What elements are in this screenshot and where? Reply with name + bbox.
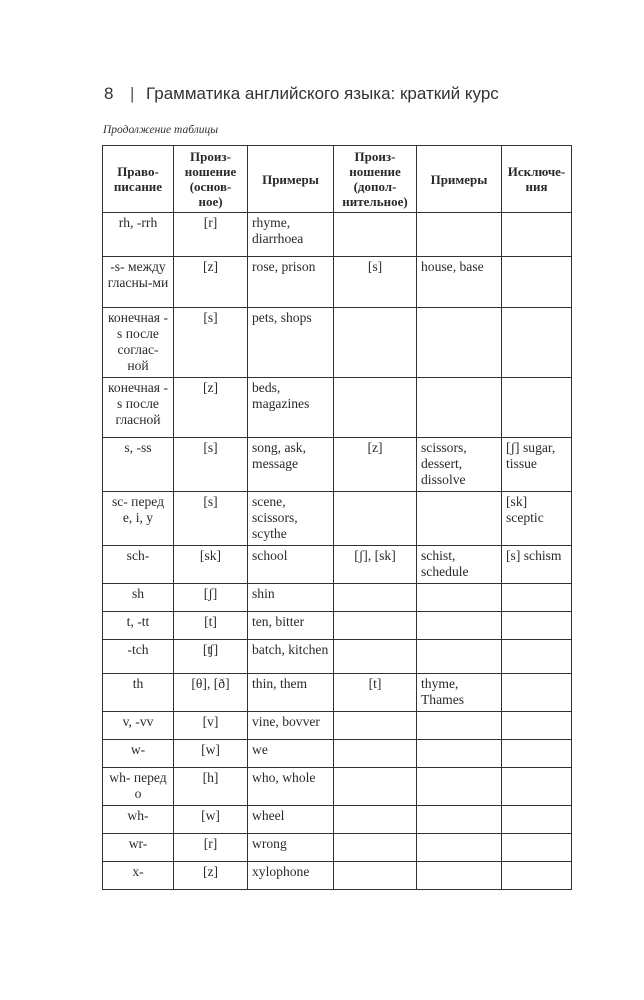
- book-title: Грамматика английского языка: краткий курс: [146, 84, 499, 103]
- cell-exceptions: [sk] sceptic: [502, 492, 572, 546]
- table-row: [103, 862, 572, 890]
- cell-main-pronunciation: [θ], [ð]: [174, 674, 248, 712]
- cell-additional-pronunciation: [s]: [334, 257, 417, 308]
- cell-exceptions: [502, 806, 572, 834]
- table-row: [103, 806, 572, 834]
- cell-additional-pronunciation: [334, 740, 417, 768]
- table-caption: Продолжение таблицы: [103, 124, 219, 136]
- cell-spelling: sc- перед e, i, y: [103, 492, 174, 546]
- cell-additional-examples: [417, 308, 502, 378]
- cell-additional-pronunciation: [334, 768, 417, 806]
- cell-examples: batch, kitchen: [248, 640, 334, 674]
- cell-examples: song, ask, message: [248, 438, 334, 492]
- cell-exceptions: [502, 834, 572, 862]
- cell-main-pronunciation: [sk]: [174, 546, 248, 584]
- cell-additional-examples: schist, schedule: [417, 546, 502, 584]
- cell-examples: pets, shops: [248, 308, 334, 378]
- table-row: [103, 584, 572, 612]
- cell-additional-pronunciation: [ʃ], [sk]: [334, 546, 417, 584]
- cell-additional-examples: [417, 213, 502, 257]
- cell-main-pronunciation: [h]: [174, 768, 248, 806]
- cell-additional-examples: [417, 806, 502, 834]
- cell-examples: we: [248, 740, 334, 768]
- cell-exceptions: [502, 740, 572, 768]
- table-row: [103, 640, 572, 674]
- cell-exceptions: [502, 862, 572, 890]
- col-header-main-pronunciation: Произ- ношение (основ- ное): [174, 146, 248, 213]
- cell-spelling: -tch: [103, 640, 174, 674]
- cell-additional-pronunciation: [334, 806, 417, 834]
- cell-additional-examples: house, base: [417, 257, 502, 308]
- page-number: 8: [104, 84, 114, 103]
- cell-examples: shin: [248, 584, 334, 612]
- cell-additional-pronunciation: [t]: [334, 674, 417, 712]
- cell-additional-examples: [417, 862, 502, 890]
- table-row: [103, 740, 572, 768]
- cell-main-pronunciation: [s]: [174, 492, 248, 546]
- cell-exceptions: [502, 612, 572, 640]
- cell-additional-pronunciation: [334, 612, 417, 640]
- cell-additional-pronunciation: [334, 862, 417, 890]
- col-header-spelling: Право- писание: [103, 146, 174, 213]
- cell-exceptions: [502, 257, 572, 308]
- cell-spelling: конечная -s после гласной: [103, 378, 174, 438]
- cell-spelling: wh-: [103, 806, 174, 834]
- cell-main-pronunciation: [w]: [174, 740, 248, 768]
- cell-main-pronunciation: [z]: [174, 862, 248, 890]
- cell-additional-examples: [417, 612, 502, 640]
- cell-spelling: sch-: [103, 546, 174, 584]
- cell-examples: vine, bovver: [248, 712, 334, 740]
- table-row: [103, 492, 572, 546]
- col-header-additional-pronunciation: Произ- ношение (допол- нительное): [334, 146, 417, 213]
- cell-additional-examples: [417, 712, 502, 740]
- table-row: [103, 834, 572, 862]
- cell-examples: scene, scissors, scythe: [248, 492, 334, 546]
- table-row: [103, 674, 572, 712]
- cell-main-pronunciation: [w]: [174, 806, 248, 834]
- cell-spelling: конечная -s после соглас-ной: [103, 308, 174, 378]
- header-separator: |: [130, 84, 135, 103]
- cell-exceptions: [s] schism: [502, 546, 572, 584]
- table-row: [103, 378, 572, 438]
- table-row: [103, 768, 572, 806]
- cell-examples: school: [248, 546, 334, 584]
- cell-additional-examples: [417, 584, 502, 612]
- cell-additional-examples: [417, 740, 502, 768]
- cell-exceptions: [502, 768, 572, 806]
- cell-additional-examples: scissors, dessert, dissolve: [417, 438, 502, 492]
- cell-additional-examples: thyme, Thames: [417, 674, 502, 712]
- cell-spelling: t, -tt: [103, 612, 174, 640]
- cell-additional-pronunciation: [334, 492, 417, 546]
- cell-additional-pronunciation: [334, 308, 417, 378]
- table-row: [103, 438, 572, 492]
- cell-additional-pronunciation: [334, 213, 417, 257]
- cell-additional-pronunciation: [334, 378, 417, 438]
- cell-main-pronunciation: [r]: [174, 213, 248, 257]
- cell-main-pronunciation: [s]: [174, 308, 248, 378]
- table-row: [103, 257, 572, 308]
- cell-examples: who, whole: [248, 768, 334, 806]
- cell-main-pronunciation: [z]: [174, 378, 248, 438]
- cell-examples: ten, bitter: [248, 612, 334, 640]
- cell-examples: beds, magazines: [248, 378, 334, 438]
- cell-spelling: sh: [103, 584, 174, 612]
- cell-additional-pronunciation: [z]: [334, 438, 417, 492]
- col-header-examples: Примеры: [248, 146, 334, 213]
- col-header-examples-additional: Примеры: [417, 146, 502, 213]
- cell-examples: wrong: [248, 834, 334, 862]
- cell-spelling: v, -vv: [103, 712, 174, 740]
- cell-main-pronunciation: [ʃ]: [174, 584, 248, 612]
- cell-additional-examples: [417, 492, 502, 546]
- col-header-exceptions: Исключе- ния: [502, 146, 572, 213]
- cell-exceptions: [502, 584, 572, 612]
- cell-spelling: w-: [103, 740, 174, 768]
- cell-examples: rhyme, diarrhoea: [248, 213, 334, 257]
- cell-main-pronunciation: [z]: [174, 257, 248, 308]
- cell-main-pronunciation: [ʧ]: [174, 640, 248, 674]
- cell-additional-pronunciation: [334, 640, 417, 674]
- cell-additional-examples: [417, 640, 502, 674]
- cell-spelling: th: [103, 674, 174, 712]
- cell-examples: wheel: [248, 806, 334, 834]
- cell-main-pronunciation: [v]: [174, 712, 248, 740]
- cell-exceptions: [502, 308, 572, 378]
- cell-exceptions: [ʃ] sugar, tissue: [502, 438, 572, 492]
- cell-additional-pronunciation: [334, 712, 417, 740]
- cell-exceptions: [502, 674, 572, 712]
- cell-examples: rose, prison: [248, 257, 334, 308]
- table-row: [103, 712, 572, 740]
- cell-spelling: wr-: [103, 834, 174, 862]
- table-row: [103, 612, 572, 640]
- table-row: [103, 308, 572, 378]
- cell-main-pronunciation: [r]: [174, 834, 248, 862]
- cell-exceptions: [502, 712, 572, 740]
- cell-spelling: wh- перед о: [103, 768, 174, 806]
- cell-additional-pronunciation: [334, 834, 417, 862]
- cell-additional-examples: [417, 768, 502, 806]
- cell-main-pronunciation: [t]: [174, 612, 248, 640]
- cell-spelling: rh, -rrh: [103, 213, 174, 257]
- cell-spelling: -s- между гласны-ми: [103, 257, 174, 308]
- cell-main-pronunciation: [s]: [174, 438, 248, 492]
- table-row: [103, 546, 572, 584]
- cell-examples: xylophone: [248, 862, 334, 890]
- cell-spelling: s, -ss: [103, 438, 174, 492]
- cell-exceptions: [502, 640, 572, 674]
- cell-additional-pronunciation: [334, 584, 417, 612]
- cell-additional-examples: [417, 378, 502, 438]
- cell-spelling: x-: [103, 862, 174, 890]
- cell-exceptions: [502, 378, 572, 438]
- table-header-row: [103, 146, 572, 213]
- table-row: [103, 213, 572, 257]
- cell-examples: thin, them: [248, 674, 334, 712]
- spelling-pronunciation-table: [102, 145, 572, 890]
- running-head: [104, 84, 574, 104]
- cell-exceptions: [502, 213, 572, 257]
- cell-additional-examples: [417, 834, 502, 862]
